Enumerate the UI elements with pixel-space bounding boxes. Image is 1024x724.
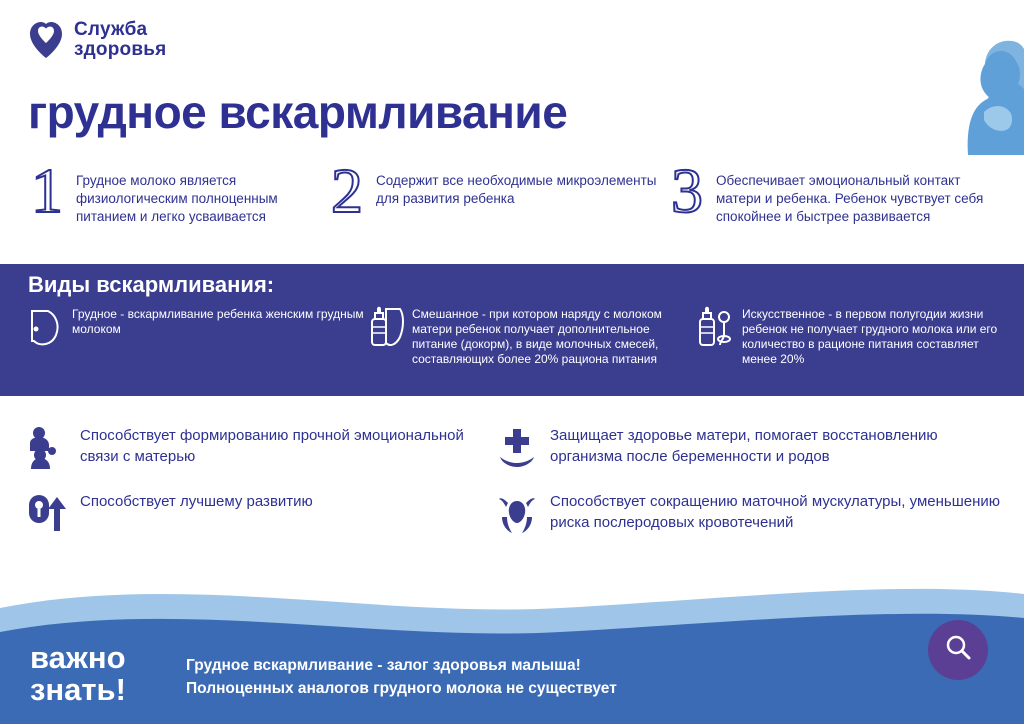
bottle-and-pacifier-icon [696, 305, 734, 355]
point-text: Грудное молоко является физиологическим полноценным питанием и легко усваивается [76, 173, 278, 224]
benefit-item [496, 425, 1006, 469]
brand-name [74, 20, 166, 60]
footer-message [186, 654, 886, 700]
feeding-type-item [26, 305, 366, 367]
numbered-point [666, 155, 1001, 226]
benefit-item [26, 491, 496, 535]
benefits-column-left [26, 425, 496, 557]
mother-and-baby-icon [864, 0, 1024, 155]
bottle-and-breast-icon [366, 305, 404, 355]
feeding-types-heading: Виды вскармливания: [28, 272, 275, 297]
point-text: Обеспечивает эмоциональный контакт матери и ребенка. Ребенок чувствует себя спокойнее и быстрее развивается [716, 173, 984, 224]
footer-callout-line-2: знать! [30, 672, 126, 707]
feeding-type-text: Искусственное - в первом полугодии жизни ребенок не получает грудного молока или его количество в рационе питания составляет менее 20% [742, 307, 998, 366]
footer-wave-background [0, 564, 1024, 724]
benefit-text: Способствует сокращению маточной мускулатуры, уменьшению риска послеродовых кровотечений [550, 493, 1001, 531]
hand-with-cross-icon [496, 425, 538, 469]
feeding-type-text: Смешанное - при котором наряду с молоком матери ребенок получает дополнительное питание (докорм), в виде молочных смесей, составляющих более 20% рациона питания [412, 307, 662, 366]
feeding-type-item [696, 305, 1006, 367]
footer-message-line-1: Грудное вскармливание - залог здоровья малыша! [186, 657, 581, 674]
benefits-section [26, 425, 1006, 557]
benefit-text: Способствует формированию прочной эмоциональной связи с матерью [80, 427, 464, 465]
brand-line-2: здоровья [74, 39, 167, 60]
footer-message-line-2: Полноценных аналогов грудного молока не существует [186, 680, 617, 697]
benefit-item [496, 491, 1006, 535]
mother-hugging-baby-icon [26, 425, 68, 469]
search-button[interactable] [928, 620, 988, 680]
benefit-text: Защищает здоровье матери, помогает восстановлению организма после беременности и родов [550, 427, 938, 465]
point-text: Содержит все необходимые микроэлементы для развития ребенка [376, 173, 657, 206]
footer-callout [30, 642, 126, 706]
brand-line-1: Служба [74, 19, 148, 40]
baby-growth-arrow-icon [26, 491, 68, 535]
benefit-text: Способствует лучшему развитию [80, 493, 313, 510]
point-number: 3 [671, 155, 703, 226]
numbered-points-list [26, 155, 1001, 226]
search-icon [943, 633, 973, 668]
benefits-row [26, 425, 1006, 557]
uterus-in-hands-icon [496, 491, 538, 535]
point-number: 1 [31, 155, 63, 226]
footer-callout-line-1: важно [30, 640, 126, 675]
feeding-types-list [26, 305, 1006, 367]
benefit-item [26, 425, 496, 469]
page-title: грудное вскармливание [28, 86, 568, 138]
numbered-point [26, 155, 326, 226]
feeding-type-item [366, 305, 696, 367]
breast-icon [26, 305, 64, 355]
point-number: 2 [331, 155, 363, 226]
feeding-type-text: Грудное - вскармливание ребенка женским грудным молоком [72, 307, 364, 336]
brand-logo [28, 20, 166, 60]
benefits-column-right [496, 425, 1006, 557]
numbered-point [326, 155, 666, 226]
heart-icon [28, 20, 64, 60]
